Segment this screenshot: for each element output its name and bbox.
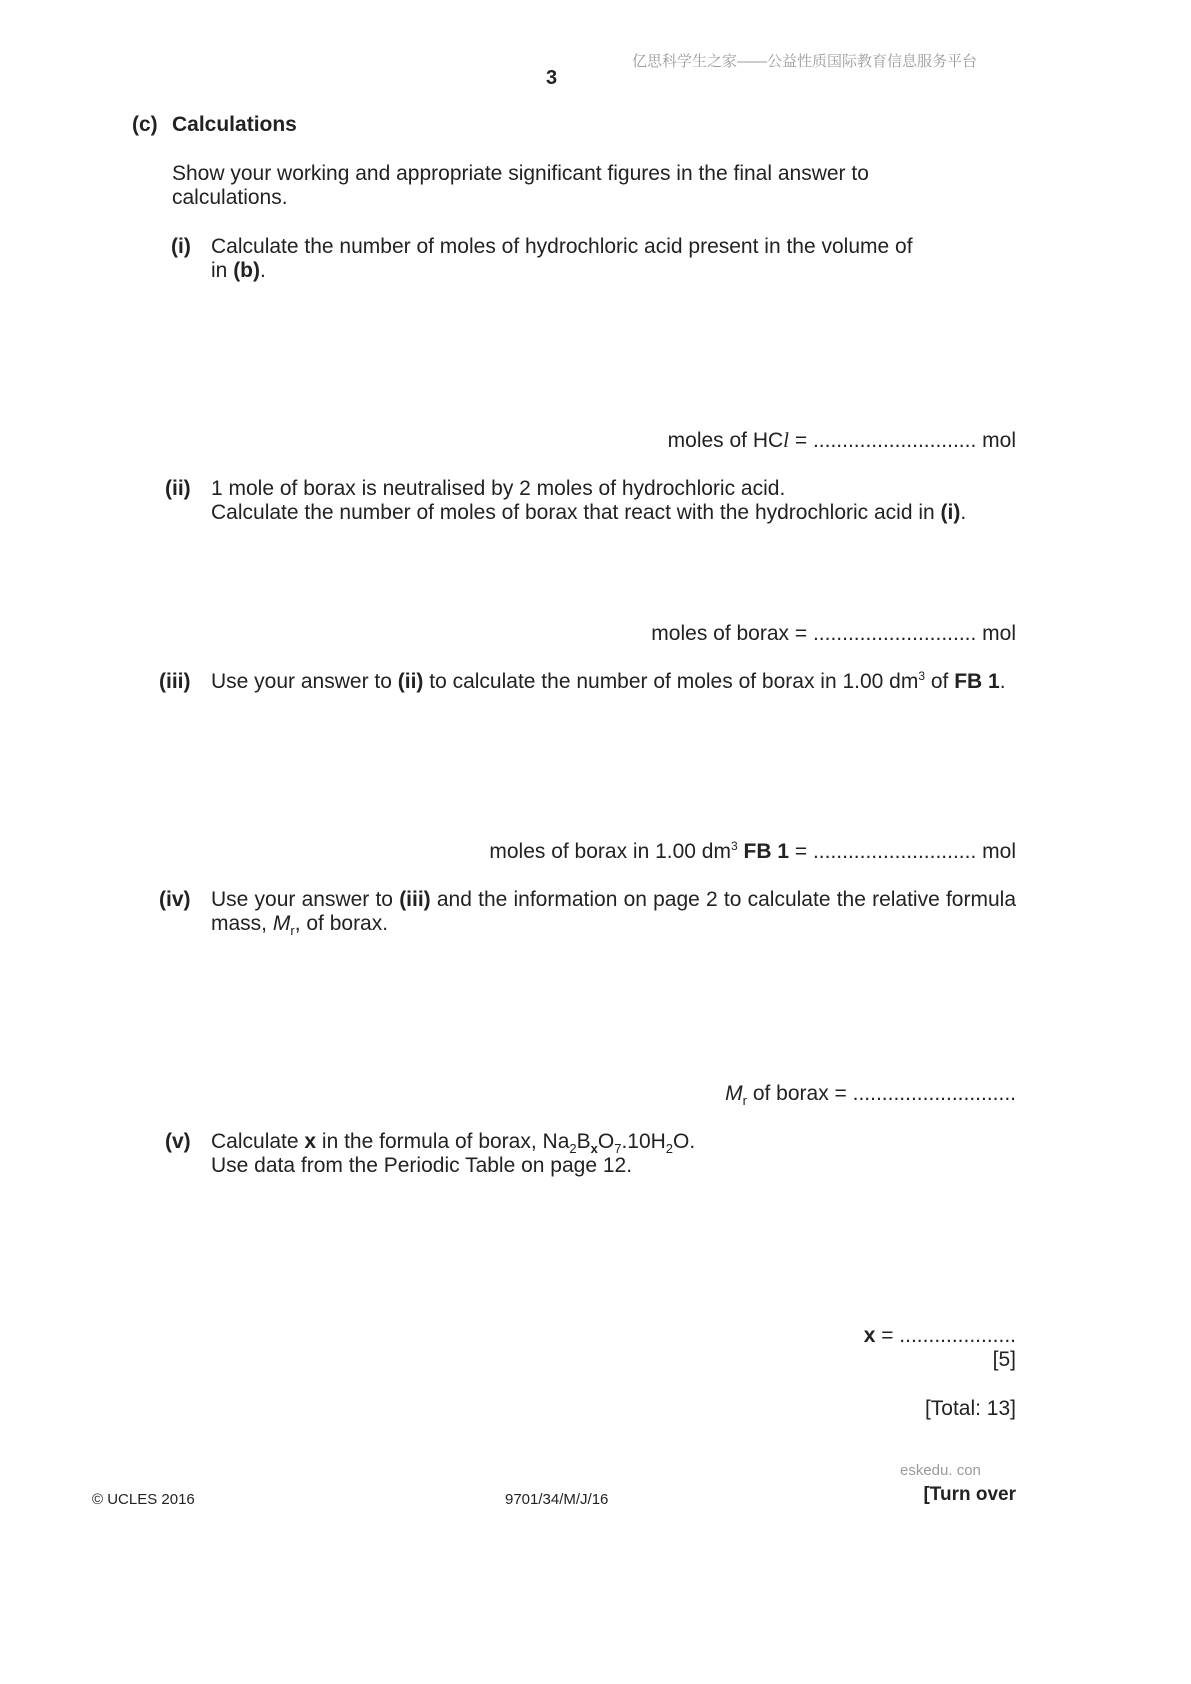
answer-moles-borax-fb1: moles of borax in 1.00 $dm^3$ FB 1 = ............................ mol: [489, 839, 1016, 863]
answer-x: x = ....................: [863, 1324, 1016, 1347]
question-i-line-2: in (b).: [211, 259, 266, 282]
question-v-line-2: Use data from the Periodic Table on page 12.: [211, 1154, 633, 1177]
intro-line-2: calculations.: [172, 186, 288, 209]
total-marks: [Total: 13]: [924, 1397, 1016, 1420]
question-i-line-1: Calculate the number of moles of hydrochloric acid present in the volume of: [211, 235, 913, 258]
intro-line-1: Show your working and appropriate significant figures in the final answer to: [172, 162, 869, 185]
footer-paper-code: 9701/34/M/J/16: [505, 1491, 609, 1508]
question-ii-line-1: 1 mole of borax is neutralised by 2 moles of hydrochloric acid.: [211, 477, 786, 500]
question-iii-label: (iii): [159, 670, 191, 693]
answer-moles-borax: moles of borax = ............................ mol: [651, 622, 1016, 645]
section-title: Calculations: [172, 113, 297, 136]
question-iv-label: (iv): [159, 888, 191, 911]
watermark-bottom: eskedu. con: [900, 1462, 981, 1479]
question-v-label: (v): [165, 1130, 191, 1153]
page-number: 3: [546, 67, 558, 89]
answer-mr-borax: $M_r$ of borax = ............................: [725, 1082, 1016, 1108]
question-i-label: (i): [171, 235, 191, 258]
question-iv-line-1: Use your answer to (iii) and the information on page 2 to calculate the relative formula: [211, 888, 1016, 911]
question-iv-line-2: mass, $M_r$, of borax.: [211, 912, 389, 938]
footer-copyright: © UCLES 2016: [92, 1491, 195, 1508]
question-iii-line-1: Use your answer to (ii) to calculate the number of moles of borax in 1.00 $dm^3$ of FB 1.: [211, 669, 1006, 693]
section-label: (c): [132, 113, 158, 136]
watermark-top: 亿思科学生之家——公益性质国际教育信息服务平台: [632, 53, 978, 70]
question-v-line-1: Calculate x in the formula of borax, $Na_2B_xO_7.10H_2O$.: [211, 1130, 696, 1156]
question-ii-label: (ii): [165, 477, 191, 500]
question-ii-line-2: Calculate the number of moles of borax that react with the hydrochloric acid in (i).: [211, 501, 967, 524]
footer-turn-over: [Turn over: [923, 1484, 1016, 1505]
marks: [5]: [992, 1348, 1016, 1371]
answer-moles-hcl: moles of HCl = ............................ mol: [667, 428, 1016, 452]
